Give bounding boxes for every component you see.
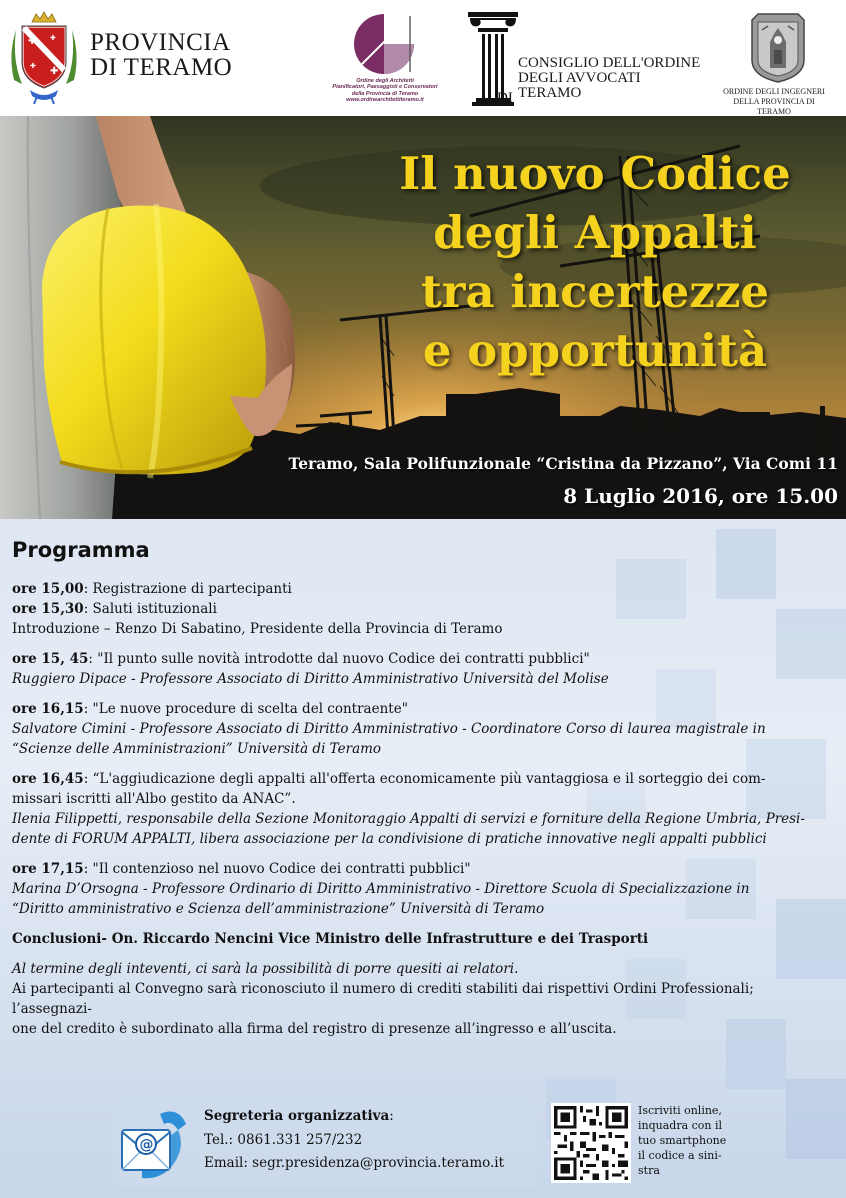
talk-speaker: Ruggiero Dipace - Professore Associato di Diritto Amministrativo Università del Molise <box>12 671 609 687</box>
talk-speaker: Salvatore Cimini - Professore Associato di Diritto Amministrativo - Coordinatore Corso di laurea magistrale in <box>12 721 766 737</box>
ordine-ingegneri-text <box>716 87 832 117</box>
schedule-time: ore 15,00 <box>12 581 84 597</box>
contact-email: Email: segr.presidenza@provincia.teramo.it <box>204 1155 505 1171</box>
talk-title-cont: missari iscritti all'Albo gestito da ANAC”. <box>12 791 296 807</box>
talk-time: ore 16,45 <box>12 771 84 787</box>
contact-title <box>204 1108 394 1124</box>
qr-text-line: tuo smartphone <box>638 1134 727 1147</box>
title-line-4: e opportunità <box>422 324 768 377</box>
talk-speaker: dente di FORUM APPALTI, libera associazione per la condivisione di pratiche innovative negli appalti pubblici <box>12 831 767 847</box>
svg-text:✚: ✚ <box>50 66 59 77</box>
ingegneri-line-2: DELLA PROVINCIA DI TERAMO <box>733 97 815 116</box>
talk-speaker: Marina D’Orsogna - Professore Ordinario di Diritto Amministrativo - Direttore Scuola di Specializzazione in <box>12 881 750 897</box>
architetti-line-3: della Provincia di Teramo <box>351 90 419 97</box>
ordine-architetti-logo-icon <box>350 12 418 76</box>
provincia-line-1: PROVINCIA <box>90 29 231 56</box>
talk-speaker: “Diritto amministrativo e Scienza dell’amministrazione” Università di Teramo <box>12 901 545 917</box>
talk-title: : "Le nuove procedure di scelta del contraente" <box>83 701 408 717</box>
talk-item <box>12 699 834 719</box>
schedule-time: ore 15,30 <box>12 601 84 617</box>
header-logos <box>0 0 846 116</box>
title-line-3: tra incertezze <box>420 265 770 318</box>
schedule-item <box>12 579 834 599</box>
qr-code-icon <box>551 1103 631 1183</box>
architetti-line-1: Ordine degli Architetti <box>356 78 414 84</box>
architetti-line-4: www.ordinearchitettiteramo.it <box>346 96 424 103</box>
talk-title: : “L'aggiudicazione degli appalti all'offerta economicamente più vantaggiosa e il sorteggio dei com- <box>83 771 766 787</box>
svg-text:✚: ✚ <box>28 36 37 47</box>
program-heading: Programma <box>12 538 150 562</box>
credits-note: Ai partecipanti al Convegno sarà riconosciuto il numero di crediti stabiliti dai rispettivi Ordini Professionali; l’assegnazi- <box>12 981 754 1017</box>
talk-time: ore 17,15 <box>12 861 84 877</box>
qr-text-line: Iscriviti online, <box>638 1104 722 1117</box>
talk-item <box>12 859 834 879</box>
provincia-teramo-logotype <box>90 30 232 80</box>
conclusions: Conclusioni- On. Riccardo Nencini Vice Ministro delle Infrastrutture e dei Trasporti <box>12 931 649 947</box>
svg-text:@: @ <box>139 1137 154 1153</box>
program-section <box>0 519 846 1198</box>
contact-phone: Tel.: 0861.331 257/232 <box>204 1132 363 1148</box>
svg-text:✚: ✚ <box>30 62 36 70</box>
talk-speaker: “Scienze delle Amministrazioni” Università di Teramo <box>12 741 382 757</box>
talk-item <box>12 769 834 789</box>
qr-instructions <box>638 1103 748 1178</box>
event-title <box>360 144 830 380</box>
provincia-teramo-crest-icon <box>6 10 82 106</box>
schedule-text: : Saluti istituzionali <box>83 601 217 617</box>
svg-text:✚: ✚ <box>50 34 56 42</box>
ordine-architetti-text <box>312 78 458 103</box>
talk-speaker: Ilenia Filippetti, responsabile della Sezione Monitoraggio Appalti di servizi e forniture della Regione Umbria, Presi- <box>12 811 805 827</box>
qr-text-line: stra <box>638 1164 660 1177</box>
intro-line: Introduzione – Renzo Di Sabatino, Presidente della Provincia di Teramo <box>12 621 503 637</box>
talk-title: : "Il contenzioso nel nuovo Codice dei contratti pubblici" <box>83 861 471 877</box>
ingegneri-line-1: ORDINE DEGLI INGEGNERI <box>723 87 825 96</box>
qr-text-line: il codice a sini- <box>638 1149 722 1162</box>
avvocati-line-1: CONSIGLIO DELL'ORDINE <box>518 55 701 71</box>
hero-banner <box>0 116 846 519</box>
contact-title-label: Segreteria organizzativa <box>204 1108 390 1124</box>
email-phone-icon <box>116 1108 194 1182</box>
schedule-item <box>12 599 834 619</box>
avvocati-di: DI <box>497 90 513 106</box>
talk-title: : "Il punto sulle novità introdotte dal nuovo Codice dei contratti pubblici" <box>88 651 590 667</box>
avvocati-line-3: TERAMO <box>518 85 582 101</box>
ordine-ingegneri-seal-icon <box>748 10 808 84</box>
schedule-text: : Registrazione di partecipanti <box>83 581 292 597</box>
ordine-avvocati-text <box>518 56 700 101</box>
title-line-1: Il nuovo Codice <box>399 147 791 200</box>
provincia-line-2: DI TERAMO <box>90 54 233 81</box>
event-venue: Teramo, Sala Polifunzionale “Cristina da Pizzano”, Via Comi 11 <box>288 454 838 473</box>
talk-item <box>12 649 834 669</box>
talk-time: ore 15, 45 <box>12 651 89 667</box>
contact-title-colon: : <box>389 1108 394 1124</box>
qr-text-line: inquadra con il <box>638 1119 723 1132</box>
event-date: 8 Luglio 2016, ore 15.00 <box>563 484 838 508</box>
credits-note: one del credito è subordinato alla firma del registro di presenze all’ingresso e all’uscita. <box>12 1021 617 1037</box>
questions-note: Al termine degli inteventi, ci sarà la possibilità di porre quesiti ai relatori. <box>12 961 519 977</box>
avvocati-line-2: DEGLI AVVOCATI <box>518 70 641 86</box>
title-line-2: degli Appalti <box>433 206 757 259</box>
talk-time: ore 16,15 <box>12 701 84 717</box>
architetti-line-2: Pianificatori, Paesaggisti e Conservatori <box>332 84 438 91</box>
program-content <box>12 537 834 1039</box>
